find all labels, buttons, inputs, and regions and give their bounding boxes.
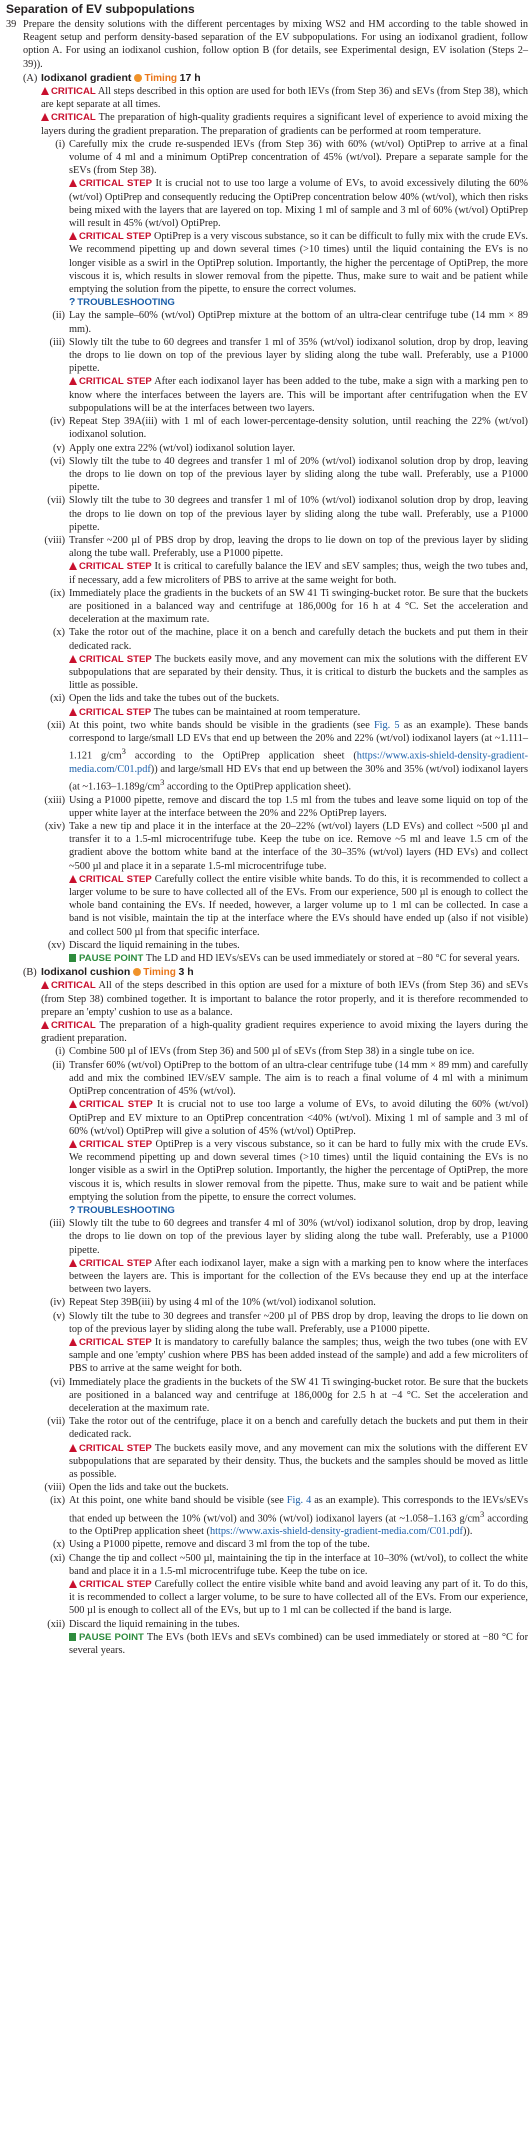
- pause-point-label: PAUSE POINT: [79, 1631, 144, 1643]
- note-text: OptiPrep is a very viscous substance, so it can be difficult to fully mix with the crude EVs. We recommend pipetting up and down several times (>10 times) until the liquid containing the EVs is no longer visible as a swirl in the OptiPrep solution. Importantly, the higher the percentage of OptiPrep, the more viscous it is, which results in slower removal from the pipette. Thus, make sure to wait and be patient while emptying the solution from the pipette, to ensure the correct volumes.: [69, 231, 528, 296]
- critical-label: CRITICAL STEP: [79, 376, 152, 388]
- substep-body: [69, 1618, 528, 1658]
- substep-body: [69, 626, 528, 692]
- substep-label: (xii): [47, 1618, 65, 1630]
- pause-square-icon: [69, 954, 76, 962]
- substep-item: [41, 455, 528, 495]
- warning-triangle-icon: [69, 1100, 77, 1108]
- document: [0, 2, 532, 1657]
- clock-dot-icon: [133, 968, 141, 976]
- note-text: Carefully collect the entire visible white band and avoid leaving any part of it. To do this, it is recommended to collect a larger volume, to be sure to have collected all of the EVs. From our experience, 500 µl is enough to collect all of the EVs, but up to 1 ml can be collected if the band is large.: [69, 1579, 528, 1617]
- substep-body: [69, 415, 528, 441]
- substep-label: (iii): [49, 1218, 65, 1230]
- substep-label: (viii): [44, 1482, 65, 1494]
- substep-text: Apply one extra 22% (wt/vol) iodixanol solution layer.: [69, 442, 295, 454]
- text-part: At this point, two white bands should be visible in the gradients (see: [69, 719, 374, 731]
- procedure-step: [6, 18, 528, 1657]
- text-part: )).: [462, 1526, 473, 1538]
- substep-label: (vii): [47, 495, 65, 507]
- note-critical: [69, 873, 528, 939]
- note-critical: [69, 1138, 528, 1204]
- note-text: The tubes can be maintained at room temperature.: [153, 706, 361, 718]
- critical-label: CRITICAL STEP: [79, 653, 152, 665]
- substep-item: [41, 1415, 528, 1481]
- substep-body: [69, 1481, 528, 1494]
- url-link[interactable]: https://www.axis-shield-density-gradient-media.com/C01.pdf: [209, 1526, 463, 1538]
- substep-text: Using a P1000 pipette, remove and discard 3 ml from the top of the tube.: [69, 1539, 370, 1551]
- note-pause: [69, 1631, 528, 1657]
- critical-label: CRITICAL: [51, 86, 96, 98]
- substep-item: [41, 1217, 528, 1296]
- note-text: All of the steps described in this option are used for a mixture of both lEVs (from Step 36) and sEVs (from Step 38) combined together. It is important to balance the rotor properly, and it is therefore recommended to prepare an 'empty' cushion to use as a balance.: [41, 980, 528, 1018]
- figure-link[interactable]: Fig. 4: [286, 1495, 312, 1507]
- substep-text: Carefully mix the crude re-suspended lEVs (from Step 36) with 60% (wt/vol) OptiPrep to arrive at a final volume of 4 ml and a minimum OptiPrep concentration of 45% (wt/vol). Prepare a separate sample for the sEVs (from Step 38).: [69, 138, 528, 177]
- note-text: The LD and HD lEVs/sEVs can be used immediately or stored at −80 °C for several years.: [145, 953, 520, 965]
- note-pause: [69, 952, 528, 965]
- warning-triangle-icon: [69, 1259, 77, 1267]
- warning-triangle-icon: [41, 1021, 49, 1029]
- substep-item: [41, 794, 528, 820]
- substep-body: [69, 1217, 528, 1296]
- substep-text: [69, 1494, 528, 1538]
- substep-text: Using a P1000 pipette, remove and discard the top 1.5 ml from the tubes and leave some liquid on top of the upper white layer at the interface between the 20% and 22% OptiPrep layers.: [69, 794, 528, 819]
- question-icon: ?: [69, 297, 76, 309]
- substep-label: (xi): [50, 693, 65, 705]
- note-text: It is mandatory to carefully balance the samples; thus, weigh the two tubes (one with EV sample and one 'empty' cushion where PBS has been added instead of the sample) and add a few microliters of PBS to arrive at the same weight for both.: [69, 1336, 528, 1375]
- substep-text: Repeat Step 39A(iii) with 1 ml of each lower-percentage-density solution, until reaching the 22% (wt/vol) iodixanol solution.: [69, 416, 528, 441]
- step-number: 39: [6, 19, 17, 30]
- substep-text: Lay the sample–60% (wt/vol) OptiPrep mixture at the bottom of an ultra-clear centrifuge tube (14 mm × 89 mm).: [69, 310, 528, 335]
- substep-item: [41, 1481, 528, 1494]
- step-options: [23, 72, 528, 1657]
- substep-text: Take a new tip and place it in the interface at the 20–22% (wt/vol) layers (LD EVs) and collect ~500 µl and transfer it to a 1.5-ml microcentrifuge tube. Keep the tube on ice. Remove ~5 ml and leave 1.5 cm of the gradient above the bottom white band at the interface of the 30–35% (wt/vol) layers (HD EVs) and collect ~500 µl and place it in a separate 1.5-ml microcentrifuge tube.: [69, 821, 528, 872]
- substep-item: [41, 1296, 528, 1309]
- figure-link[interactable]: Fig. 5: [373, 719, 400, 731]
- substep-text: Discard the liquid remaining in the tubes.: [69, 939, 240, 951]
- substep-item: [41, 1310, 528, 1376]
- critical-label: CRITICAL STEP: [79, 1138, 153, 1150]
- critical-label: CRITICAL: [51, 1020, 96, 1032]
- substep-body: [69, 1296, 528, 1309]
- substep-text: Take the rotor out of the machine, place it on a bench and carefully detach the buckets and put them in their dedicated rack.: [69, 627, 528, 652]
- substep-item: [41, 626, 528, 692]
- substep-item: [41, 1494, 528, 1538]
- warning-triangle-icon: [41, 981, 49, 989]
- substep-item: [41, 719, 528, 794]
- substep-item: [41, 1538, 528, 1551]
- warning-triangle-icon: [69, 1140, 77, 1148]
- option-b: [23, 966, 528, 1657]
- note-trouble: [69, 296, 528, 309]
- substep-text: Slowly tilt the tube to 60 degrees and transfer 4 ml of 30% (wt/vol) iodixanol solution, drop by drop, leaving the drops to lie down on top of the previous layer by sliding along the tube wall. Preferably, use a P1000 pipette.: [69, 1218, 528, 1256]
- critical-label: CRITICAL STEP: [79, 1579, 152, 1591]
- substep-text: Slowly tilt the tube to 60 degrees and transfer 1 ml of 35% (wt/vol) iodixanol solution, drop by drop, leaving the drops to lie down on top of the previous layer by sliding along the tube wall. Preferably, use a P1000 pipette.: [69, 336, 528, 375]
- substep-body: [69, 820, 528, 939]
- option-title: Iodixanol cushion: [41, 966, 131, 979]
- substep-label: (ii): [52, 1059, 65, 1071]
- substep-body: [69, 1415, 528, 1481]
- substep-item: [41, 820, 528, 939]
- substep-label: (xi): [50, 1552, 65, 1564]
- note-critical: [41, 111, 528, 137]
- timing-value: 17 h: [179, 71, 201, 84]
- superscript: 3: [160, 777, 165, 787]
- substep-item: [41, 415, 528, 441]
- substep-body: [69, 442, 528, 455]
- note-text: The EVs (both lEVs and sEVs combined) can be used immediately or stored at −80 °C for several years.: [69, 1631, 528, 1657]
- substep-item: [41, 587, 528, 627]
- substep-label: (vi): [50, 1376, 65, 1388]
- note-critical: [69, 706, 528, 719]
- substep-label: (vi): [50, 455, 65, 467]
- substep-item: [41, 309, 528, 335]
- section-title: Separation of EV subpopulations: [6, 2, 195, 16]
- substep-label: (iii): [49, 336, 65, 348]
- note-critical: [69, 230, 528, 296]
- substep-label: (xiii): [44, 794, 65, 806]
- substep-label: (ix): [50, 1495, 65, 1507]
- substep-label: (viii): [44, 534, 65, 546]
- substep-label: (v): [52, 442, 65, 454]
- question-icon: ?: [69, 1204, 76, 1216]
- substep-body: [69, 794, 528, 820]
- note-text: All steps described in this option are used for both lEVs (from Step 36) and sEVs (from Step 38), which are kept separate at all times.: [41, 86, 528, 111]
- timing-label: Timing: [143, 967, 176, 979]
- warning-triangle-icon: [69, 1580, 77, 1588]
- substep-label: (ix): [50, 587, 65, 599]
- troubleshooting-label[interactable]: TROUBLESHOOTING: [77, 1204, 175, 1216]
- option-a: [23, 72, 528, 965]
- substep-item: [41, 1552, 528, 1618]
- substep-body: [69, 939, 528, 965]
- substep-label: (xiv): [44, 821, 65, 833]
- warning-triangle-icon: [69, 875, 77, 883]
- text-part: according to the OptiPrep application sheet (: [69, 1513, 529, 1538]
- superscript: 3: [480, 1508, 485, 1519]
- substep-label: (i): [55, 138, 65, 150]
- note-text: It is crucial not to use too large a volume of EVs, to avoid excessively diluting the 60% (wt/vol) OptiPrep and consequently reducing the OptiPrep concentration below 40% (wt/vol), which then risks being mixed with the layers that are layered on top. Mixing 1 ml of sample and 3 ml of 60% (wt/vol) OptiPrep will result in 45% (wt/vol) OptiPrep.: [69, 178, 528, 230]
- troubleshooting-label[interactable]: TROUBLESHOOTING: [77, 297, 175, 309]
- note-text: It is crucial not to use too large a volume of EVs, to avoid diluting the 60% (wt/vol) OptiPrep and EV mixture to an OptiPrep concentration <40% (wt/vol). Mixing 1 ml of sample and 3 ml of 60% (wt/vol) OptiPrep will give a solution of 45% (wt/vol) OptiPrep.: [69, 1099, 528, 1137]
- warning-triangle-icon: [41, 87, 49, 95]
- substep-item: [41, 534, 528, 587]
- substep-body: [69, 1538, 528, 1551]
- text-part: At this point, one white band should be visible (see: [69, 1495, 287, 1507]
- option-body: [41, 72, 528, 965]
- critical-label: CRITICAL: [51, 112, 96, 124]
- note-critical: [41, 979, 528, 1019]
- substep-text: [69, 719, 528, 794]
- note-critical: [69, 177, 528, 230]
- substep-label: (vii): [47, 1416, 65, 1428]
- substep-label: (iv): [50, 1297, 65, 1309]
- substep-label: (iv): [50, 416, 65, 428]
- note-text: The buckets easily move, and any movement can mix the solutions with the different EV subpopulations that are separated by their density. Thus, the buckets and the samples should be moved as little as possible.: [69, 1442, 528, 1480]
- substep-text: Change the tip and collect ~500 µl, maintaining the tip in the interface at 10–30% (wt/vol), to collect the white band and place it in a 1.5-ml microcentrifuge tube. Keep the tube on ice.: [69, 1552, 528, 1577]
- substep-body: [69, 336, 528, 415]
- note-text: The buckets easily move, and any movement can mix the solutions with the different EV subpopulations that are separated by their density. Thus, it is critical to disturb the buckets and the samples as little as possible.: [69, 653, 528, 692]
- substep-body: [69, 1045, 528, 1058]
- critical-label: CRITICAL STEP: [79, 178, 153, 190]
- substep-text: Immediately place the gradients in the buckets of an SW 41 Ti swinging-bucket rotor. Be sure that the buckets are positioned in a balanced way and centrifuge at 186,000g for 16 h at 4 °C. Set the acceleration and deceleration at the maximum rate.: [69, 587, 528, 626]
- substep-item: [41, 1618, 528, 1658]
- note-text: After each iodixanol layer, make a sign with a marking pen to know where the interfaces between the layers are. This is important for the collection of the EVs because they end up at the interface between two layers.: [69, 1257, 528, 1296]
- option-label: (B): [23, 967, 37, 979]
- url-link[interactable]: https://www.axis-shield-density-gradient-media.com/C01.pdf: [69, 750, 528, 775]
- timing-value: 3 h: [178, 966, 194, 979]
- substep-body: [69, 1376, 528, 1416]
- text-part: as an example). This corresponds to the lEVs/sEVs that ended up between the 10% (wt/vol) and 30% (wt/vol) iodixanol layers (at ~1.058–1.163 g/cm: [69, 1495, 528, 1525]
- critical-label: CRITICAL STEP: [79, 231, 152, 243]
- text-part: according to the OptiPrep application sheet (: [125, 750, 357, 762]
- substep-item: [41, 939, 528, 965]
- substep-item: [41, 692, 528, 718]
- text-part: according to the OptiPrep application sheet).: [164, 781, 352, 793]
- warning-triangle-icon: [69, 1444, 77, 1452]
- text-part: as an example). These bands correspond to large/small LD EVs that end up between the 20% and 22% (wt/vol) iodixanol layers (at ~1.111–1.121 g/cm: [69, 719, 528, 762]
- step-intro: Prepare the density solutions with the different percentages by mixing WS2 and HM according to the table showed in Reagent setup and perform density-based separation of the EV subpopulations. For using an iodixanol gradient, follow option A. For using an iodixanol cushion, follow option B (for details, see Experimental design, EV isolation (Steps 2–39)).: [23, 19, 528, 70]
- option-body: [41, 966, 528, 1657]
- warning-triangle-icon: [69, 232, 77, 240]
- warning-triangle-icon: [69, 562, 77, 570]
- option-label: (A): [23, 72, 38, 84]
- note-critical: [69, 1257, 528, 1297]
- substep-label: (xii): [47, 719, 65, 731]
- substep-body: [69, 494, 528, 534]
- note-critical: [69, 1098, 528, 1138]
- substep-item: [41, 1045, 528, 1058]
- substep-body: [69, 455, 528, 495]
- critical-label: CRITICAL STEP: [79, 561, 152, 573]
- substep-label: (x): [52, 1539, 65, 1551]
- warning-triangle-icon: [69, 655, 77, 663]
- substep-text: Open the lids and take the tubes out of the buckets.: [69, 693, 280, 705]
- substep-body: [69, 692, 528, 718]
- note-text: After each iodixanol layer has been added to the tube, make a sign with a marking pen to know where the interfaces between the layers are. This will be important after centrifugation when the EV subpopulations will be at the interfaces between two layers.: [69, 376, 528, 414]
- warning-triangle-icon: [69, 179, 77, 187]
- superscript: 3: [121, 746, 126, 757]
- substep-item: [41, 1376, 528, 1416]
- note-critical: [69, 375, 528, 415]
- substep-text: Slowly tilt the tube to 30 degrees and transfer ~200 µl of PBS drop by drop, leaving the drops to lie down on top of the previous layer by sliding along the tube wall. Preferably, use a P1000 pipette.: [69, 1310, 528, 1335]
- substep-body: [69, 534, 528, 587]
- clock-dot-icon: [134, 74, 142, 82]
- critical-label: CRITICAL STEP: [79, 1336, 152, 1348]
- text-part: )) and large/small HD EVs that end up between the 30% and 35% (wt/vol) iodixanol layers (at ~1.163–1.189g/cm: [69, 763, 528, 793]
- substep-item: [41, 336, 528, 415]
- step-body: [23, 18, 528, 1657]
- substep-label: (xv): [47, 939, 65, 951]
- substep-body: [69, 1310, 528, 1376]
- substep-item: [41, 1059, 528, 1217]
- warning-triangle-icon: [69, 377, 77, 385]
- substep-item: [41, 138, 528, 310]
- substep-body: [69, 309, 528, 335]
- note-critical: [69, 1336, 528, 1376]
- substep-label: (i): [55, 1046, 65, 1058]
- timing-label: Timing: [144, 72, 178, 84]
- warning-triangle-icon: [69, 1338, 77, 1346]
- substep-text: Take the rotor out of the centrifuge, place it on a bench and carefully detach the buckets and put them in their dedicated rack.: [69, 1416, 528, 1441]
- note-critical: [69, 1442, 528, 1482]
- substep-label: (v): [52, 1310, 65, 1322]
- substep-text: Transfer 60% (wt/vol) OptiPrep to the bottom of an ultra-clear centrifuge tube (14 mm × 89 mm) and carefully add and mix the combined lEV/sEV sample. The aim is to reach a final volume of 4 ml with a minimum OptiPrep concentration of 45% (wt/vol).: [69, 1059, 528, 1098]
- warning-triangle-icon: [41, 113, 49, 121]
- substep-body: [69, 587, 528, 627]
- note-critical: [69, 1578, 528, 1618]
- substep-text: Immediately place the gradients in the buckets of the SW 41 Ti swinging-bucket rotor. Be sure that the buckets are positioned in a balanced way and centrifuge at 186,000g for 2.5 h at −4 °C. Set the acceleration and deceleration at the maximum rate.: [69, 1376, 528, 1414]
- substep-text: Discard the liquid remaining in the tubes.: [69, 1618, 240, 1630]
- substep-item: [41, 494, 528, 534]
- option-header: [41, 72, 528, 85]
- note-critical: [41, 1019, 528, 1045]
- warning-triangle-icon: [69, 708, 77, 716]
- critical-label: CRITICAL STEP: [79, 1257, 152, 1269]
- pause-point-label: PAUSE POINT: [79, 953, 144, 965]
- note-text: The preparation of high-quality gradients requires a significant level of experience to avoid mixing the layers during the gradient preparation. The preparation of gradients can be performed at room temperature.: [41, 112, 528, 137]
- substep-text: Transfer ~200 µl of PBS drop by drop, leaving the drops to lie down on top of the previous layer by sliding along the tube wall. Preferably, use a P1000 pipette.: [69, 534, 528, 560]
- substep-body: [69, 1494, 528, 1538]
- critical-label: CRITICAL: [51, 980, 96, 992]
- note-critical: [69, 560, 528, 586]
- substep-text: Repeat Step 39B(iii) by using 4 ml of the 10% (wt/vol) iodixanol solution.: [69, 1297, 376, 1309]
- critical-label: CRITICAL STEP: [79, 706, 152, 718]
- critical-label: CRITICAL STEP: [79, 873, 152, 885]
- substep-body: [69, 138, 528, 310]
- substep-item: [41, 442, 528, 455]
- substep-label: (x): [52, 627, 65, 639]
- substep-text: Slowly tilt the tube to 30 degrees and transfer 1 ml of 10% (wt/vol) iodixanol solution drop by drop, leaving the drops to lie down on top of the previous layer by sliding along the tube wall. Preferably, use a P1000 pipette.: [69, 495, 528, 533]
- note-text: It is critical to carefully balance the lEV and sEV samples; thus, weigh the two tubes and, if necessary, add a few microliters of PBS to arrive at the same weight for both.: [69, 561, 528, 586]
- substep-label: (ii): [52, 310, 65, 322]
- substep-body: [69, 1552, 528, 1618]
- substep-body: [69, 719, 528, 794]
- substep-text: Open the lids and take out the buckets.: [69, 1482, 229, 1494]
- critical-label: CRITICAL STEP: [79, 1099, 153, 1111]
- note-text: Carefully collect the entire visible white bands. To do this, it is recommended to collect a larger volume to be sure to have collected all of the EVs. From our experience, 500 µl is enough to collect the whole band containing the EVs. If needed, however, a larger volume up to 1 ml can be collected. In case a band is not visible, maintain the tip at the interface where the EVs should have ended up (also if not visible) and collect 500 µl from that specific interface.: [69, 873, 528, 938]
- substep-text: Slowly tilt the tube to 40 degrees and transfer 1 ml of 20% (wt/vol) iodixanol solution drop by drop, leaving the drops to lie down on top of the previous layer by sliding along the tube wall. Preferably, use a P1000 pipette.: [69, 455, 528, 494]
- option-title: Iodixanol gradient: [41, 71, 132, 84]
- substep-text: Combine 500 µl of lEVs (from Step 36) and 500 µl of sEVs (from Step 38) in a single tube on ice.: [69, 1046, 475, 1058]
- critical-label: CRITICAL STEP: [79, 1442, 152, 1454]
- substep-body: [69, 1059, 528, 1217]
- pause-square-icon: [69, 1633, 76, 1641]
- note-critical: [69, 653, 528, 693]
- note-text: The preparation of a high-quality gradient requires experience to avoid mixing the layers during the gradient preparation.: [41, 1020, 528, 1045]
- option-header: [41, 966, 528, 979]
- note-critical: [41, 85, 528, 111]
- note-trouble: [69, 1204, 528, 1217]
- note-text: OptiPrep is a very viscous substance, so it can be hard to fully mix with the crude EVs. We recommend pipetting up and down several times (>10 times) until the liquid containing the EVs is no longer visible as a swirl in the OptiPrep solution. Importantly, the higher the percentage of OptiPrep, the more viscous it is, which results in slower removal from the pipette. Thus, make sure to wait and be patient while emptying the solution from the pipette, to ensure the correct volumes.: [69, 1138, 528, 1203]
